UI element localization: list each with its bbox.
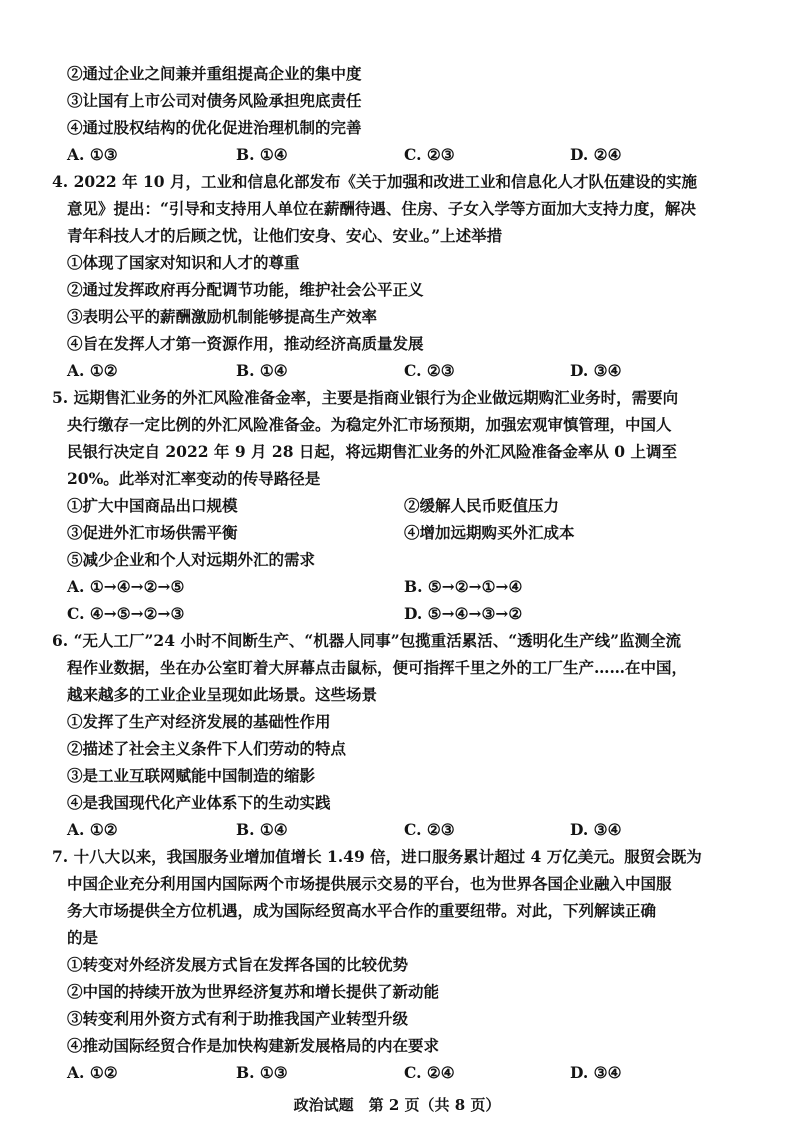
q6-item-1: ①发挥了生产对经济发展的基础性作用 bbox=[67, 712, 331, 731]
q5-option-c: C. ④→⑤→②→③ bbox=[67, 604, 185, 623]
q7-item-3: ③转变利用外资方式有利于助推我国产业转型升级 bbox=[67, 1009, 409, 1028]
q6-option-d: D. ③④ bbox=[570, 820, 622, 839]
q6-option-b: B. ①④ bbox=[236, 820, 288, 839]
q7-stem-line-4: 的是 bbox=[67, 928, 99, 947]
q7-option-a: A. ①② bbox=[67, 1063, 118, 1082]
q3-item-3: ③让国有上市公司对债务风险承担兜底责任 bbox=[67, 91, 362, 110]
q5-option-a: A. ①→④→②→⑤ bbox=[67, 577, 185, 596]
q5-option-d: D. ⑤→④→③→② bbox=[404, 604, 523, 623]
q5-stem-line-1: 5. 远期售汇业务的外汇风险准备金率，主要是指商业银行为企业做远期购汇业务时，需要向 bbox=[52, 388, 679, 407]
q7-option-d: D. ③④ bbox=[570, 1063, 622, 1082]
q4-item-1: ①体现了国家对知识和人才的尊重 bbox=[67, 253, 300, 272]
q6-stem-line-3: 越来越多的工业企业呈现如此场景。这些场景 bbox=[67, 685, 378, 704]
q6-item-2: ②描述了社会主义条件下人们劳动的特点 bbox=[67, 739, 347, 758]
q4-stem-line-1: 4. 2022 年 10 月，工业和信息化部发布《关于加强和改进工业和信息化人才队伍建设的实施 bbox=[52, 172, 697, 191]
q5-item-1: ①扩大中国商品出口规模 bbox=[67, 496, 238, 515]
q3-option-b: B. ①④ bbox=[236, 145, 288, 164]
q3-item-4: ④通过股权结构的优化促进治理机制的完善 bbox=[67, 118, 362, 137]
q4-option-b: B. ①④ bbox=[236, 361, 288, 380]
q5-item-5: ⑤减少企业和个人对远期外汇的需求 bbox=[67, 550, 316, 569]
q6-stem-line-2: 程作业数据，坐在办公室盯着大屏幕点击鼠标，便可指挥千里之外的工厂生产……在中国， bbox=[67, 658, 688, 677]
q7-stem-line-1: 7. 十八大以来，我国服务业增加值增长 1.49 倍，进口服务累计超过 4 万亿美元。服贸会既为 bbox=[52, 847, 702, 866]
q5-item-2: ②缓解人民币贬值压力 bbox=[404, 496, 560, 515]
q5-item-3: ③促进外汇市场供需平衡 bbox=[67, 523, 238, 542]
q5-item-4: ④增加远期购买外汇成本 bbox=[404, 523, 575, 542]
q4-stem-line-2: 意见》提出：“引导和支持用人单位在薪酬待遇、住房、子女入学等方面加大支持力度，解决 bbox=[67, 199, 696, 218]
q4-option-a: A. ①② bbox=[67, 361, 118, 380]
q7-item-4: ④推动国际经贸合作是加快构建新发展格局的内在要求 bbox=[67, 1036, 440, 1055]
q7-item-1: ①转变对外经济发展方式旨在发挥各国的比较优势 bbox=[67, 955, 409, 974]
q4-item-3: ③表明公平的薪酬激励机制能够提高生产效率 bbox=[67, 307, 378, 326]
q5-option-b: B. ⑤→②→①→④ bbox=[404, 577, 523, 596]
q5-stem-line-3: 民银行决定自 2022 年 9 月 28 日起，将远期售汇业务的外汇风险准备金率从 0 上调至 bbox=[67, 442, 677, 461]
page-footer: 政治试题 第 2 页（共 8 页） bbox=[293, 1096, 501, 1114]
q4-stem-line-3: 青年科技人才的后顾之忧，让他们安身、安心、安业。”上述举措 bbox=[67, 226, 503, 245]
q4-item-4: ④旨在发挥人才第一资源作用，推动经济高质量发展 bbox=[67, 334, 424, 353]
q7-item-2: ②中国的持续开放为世界经济复苏和增长提供了新动能 bbox=[67, 982, 440, 1001]
q5-stem-line-2: 央行缴存一定比例的外汇风险准备金。为稳定外汇市场预期，加强宏观审慎管理，中国人 bbox=[67, 415, 672, 434]
q3-option-a: A. ①③ bbox=[67, 145, 118, 164]
q3-option-c: C. ②③ bbox=[404, 145, 455, 164]
q4-item-2: ②通过发挥政府再分配调节功能，维护社会公平正义 bbox=[67, 280, 424, 299]
q6-option-c: C. ②③ bbox=[404, 820, 455, 839]
q6-stem-line-1: 6. “无人工厂”24 小时不间断生产、“机器人同事”包揽重活累活、“透明化生产线”监测全流 bbox=[52, 631, 682, 650]
q6-item-4: ④是我国现代化产业体系下的生动实践 bbox=[67, 793, 331, 812]
q7-option-b: B. ①③ bbox=[236, 1063, 288, 1082]
q4-option-d: D. ③④ bbox=[570, 361, 622, 380]
q7-stem-line-3: 务大市场提供全方位机遇，成为国际经贸高水平合作的重要纽带。对此，下列解读正确 bbox=[67, 901, 657, 920]
q5-stem-line-4: 20%。此举对汇率变动的传导路径是 bbox=[67, 469, 321, 488]
q7-option-c: C. ②④ bbox=[404, 1063, 455, 1082]
q3-option-d: D. ②④ bbox=[570, 145, 622, 164]
q3-item-2: ②通过企业之间兼并重组提高企业的集中度 bbox=[67, 64, 362, 83]
q7-stem-line-2: 中国企业充分利用国内国际两个市场提供展示交易的平台，也为世界各国企业融入中国服 bbox=[67, 874, 672, 893]
q6-item-3: ③是工业互联网赋能中国制造的缩影 bbox=[67, 766, 316, 785]
q6-option-a: A. ①② bbox=[67, 820, 118, 839]
q4-option-c: C. ②③ bbox=[404, 361, 455, 380]
